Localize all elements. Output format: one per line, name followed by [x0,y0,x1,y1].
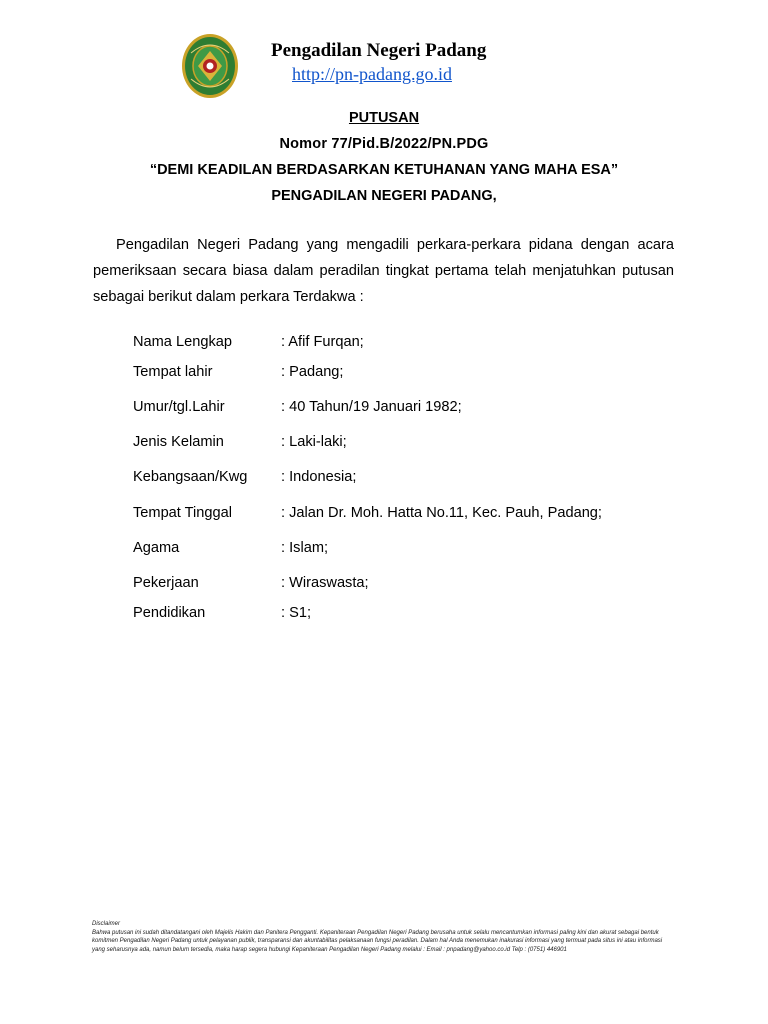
identity-label: Jenis Kelamin [133,434,224,450]
identity-label: Agama [133,540,180,556]
invocation-heading: “DEMI KEADILAN BERDASARKAN KETUHANAN YANG MAHA ESA” [149,162,619,178]
document-title: PUTUSAN [348,110,420,126]
identity-label: Tempat lahir [133,364,213,380]
identity-value: : Afif Furqan; [281,334,364,350]
identity-label: Pekerjaan [133,575,199,591]
identity-value: : Padang; [281,364,344,380]
identity-value: : Islam; [281,540,329,556]
identity-label: Pendidikan [133,605,206,621]
identity-value: : Laki-laki; [281,434,347,450]
court-name: Pengadilan Negeri Padang [271,40,487,61]
intro-paragraph: Pengadilan Negeri Padang yang mengadili perkara-perkara pidana dengan acara pemeriksaan secara biasa dalam peradilan tingkat pertama telah menjatuhkan putusan sebagai berikut dalam perkara Terdakwa : [93,237,674,305]
identity-label: Kebangsaan/Kwg [133,469,248,485]
court-url-link[interactable]: http://pn-padang.go.id [292,64,452,84]
identity-value: : 40 Tahun/19 Januari 1982; [281,399,462,415]
identity-label: Nama Lengkap [133,334,232,350]
mahkamah-agung-emblem-icon [181,33,239,99]
identity-value: : Wiraswasta; [281,575,369,591]
court-heading: PENGADILAN NEGERI PADANG, [271,188,497,204]
disclaimer [92,920,676,954]
identity-value: : Jalan Dr. Moh. Hatta No.11, Kec. Pauh, Padang; [281,505,602,521]
identity-label: Umur/tgl.Lahir [133,399,225,415]
identity-label: Tempat Tinggal [133,505,232,521]
identity-value: : Indonesia; [281,469,357,485]
case-number: Nomor 77/Pid.B/2022/PN.PDG [279,136,489,152]
disclaimer-text: Bahwa putusan ini sudah ditandatangani oleh Majelis Hakim dan Panitera Pengganti. Kepaniteraan Pengadilan Negeri Padang berusaha untuk selalu mencantumkan informasi paling kini dan akurat sebagai bentuk komitmen Pengadilan Negeri Padang untuk pelayanan publik, transparansi dan akuntabilitas pelaksanaan fungsi peradilan. Dalam hal Anda menemukan inakurasi informasi yang termuat pada situs ini atau informasi yang seharusnya ada, namun belum tersedia, maka harap segera hubungi Kepaniteraan Pengadilan Negeri Padang melalui : Email : pnpadang@yahoo.co.id Telp : (0751) 446901 [92,929,663,953]
identity-value: : S1; [281,605,312,621]
disclaimer-title: Disclaimer [92,921,121,927]
